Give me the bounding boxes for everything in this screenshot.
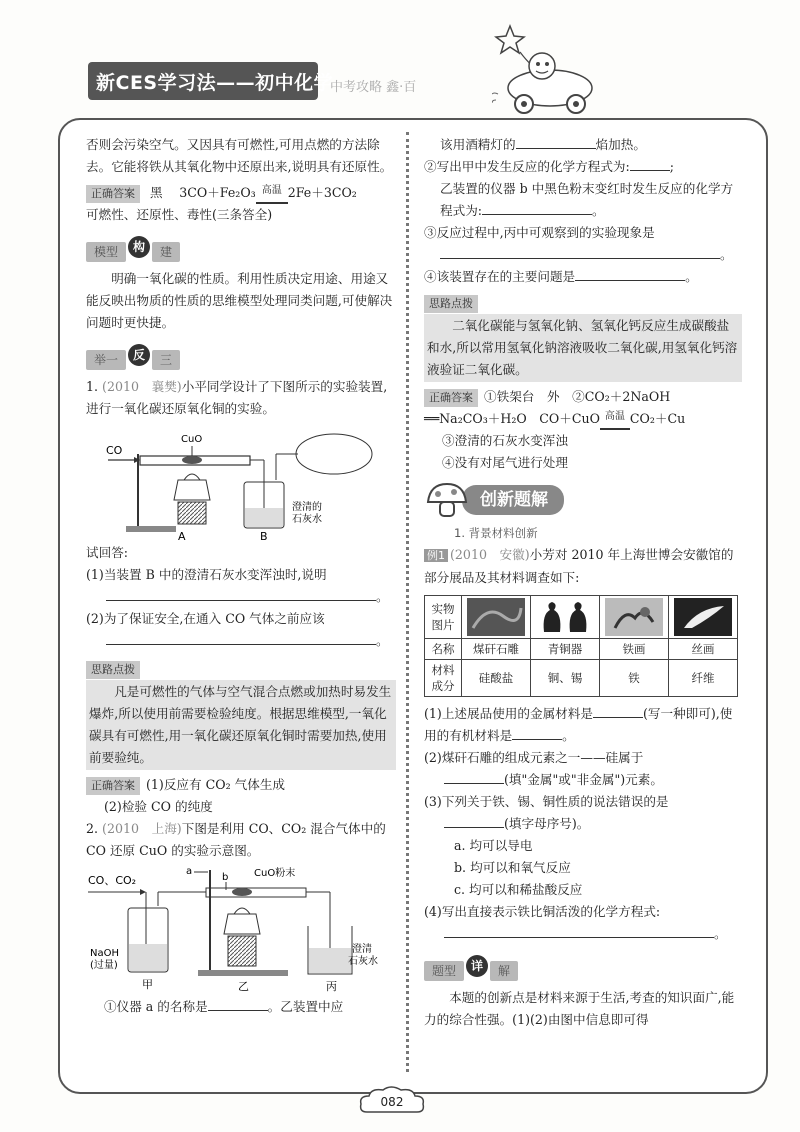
table-cell-image xyxy=(600,596,669,639)
table-row xyxy=(425,639,738,660)
table-head-cell: 实物图片 xyxy=(425,596,462,639)
answer-line-1 xyxy=(424,386,742,408)
bronze-image xyxy=(536,598,594,636)
answer-part-1: ①铁架台 外 ②CO₂＋2NaOH xyxy=(484,389,671,404)
section-label-a: 题型 xyxy=(424,961,464,981)
mushroom-icon xyxy=(424,480,470,520)
right-column xyxy=(424,134,742,1031)
think-tag-line xyxy=(86,658,396,680)
answer-2-part1: (1)反应有 CO₂ 气体生成 xyxy=(146,777,286,792)
fig-label-b: B xyxy=(260,530,268,542)
question-source: (2010 襄樊) xyxy=(102,379,182,394)
column-divider xyxy=(406,132,409,1072)
table-row xyxy=(425,596,738,639)
model-text: 明确一氧化碳的性质。利用性质决定用途、用途又能反映出物质的性质的思维模型处理同类问题,可使解决问题时更快捷。 xyxy=(86,271,393,330)
section-badge: 构 xyxy=(128,236,150,258)
fig-label-naoh-2: (过量) xyxy=(90,960,118,971)
question-1-ask: 试回答: xyxy=(86,545,129,560)
question-number: 2. xyxy=(86,821,99,836)
sub-title: 1. 背景材料创新 xyxy=(454,526,538,540)
answer-tag: 正确答案 xyxy=(86,777,140,795)
question-1 xyxy=(86,376,396,420)
e1-tail: (写一种即可),使用的有机材料是 xyxy=(424,706,733,743)
fig-label-a: A xyxy=(178,530,186,542)
question-2 xyxy=(86,818,396,862)
reaction-arrow xyxy=(256,185,288,204)
q2-sub1-text: ①仪器 a 的名称是 xyxy=(104,999,208,1014)
answer-black: 黑 xyxy=(150,185,163,200)
table-cell: 硅酸盐 xyxy=(462,660,531,697)
mascot-car-illustration xyxy=(492,18,602,118)
fig-label-bing: 丙 xyxy=(326,980,337,993)
question-2-sub-1 xyxy=(86,996,396,1018)
table-cell-image xyxy=(462,596,531,639)
fig-label-b: b xyxy=(222,872,229,883)
fig-label-lime: 澄清 xyxy=(352,944,372,955)
right-line-5: ④该装置存在的主要问题是 。 xyxy=(424,269,698,284)
section-label-b: 三 xyxy=(152,350,180,370)
fig-label-co: CO xyxy=(106,444,123,457)
paragraph-co-properties: 否则会污染空气。又因具有可燃性,可用点燃的方法除去。它能将铁从其氧化物中还原出来,说明具有还原性。 xyxy=(86,137,393,174)
option-c: c. 均可以和稀盐酸反应 xyxy=(454,882,583,897)
r3-text: 乙装置的仪器 b 中黑色粉末变红时发生反应的化学方程式为: xyxy=(440,181,734,218)
innovation-title xyxy=(424,480,742,520)
fig-label-a: a xyxy=(186,866,193,877)
reaction-condition: 高温 xyxy=(604,411,625,422)
r1-tail: 焰加热。 xyxy=(595,137,646,152)
header-title: 新CES学习法——初中化学 xyxy=(96,72,334,94)
reaction-condition: 高温 xyxy=(261,185,282,196)
option-b: b. 均可以和氧气反应 xyxy=(454,860,571,875)
iron-painting-image xyxy=(605,598,663,636)
question-text: 下图是利用 CO、CO₂ 混合气体中的 CO 还原 CuO 的实验示意图。 xyxy=(86,821,386,858)
section-label-a: 模型 xyxy=(86,242,126,262)
fig-label-cuo: CuO xyxy=(181,434,203,445)
answer-line-3: ③澄清的石灰水变浑浊 xyxy=(442,433,568,448)
e2-text: (2)煤矸石雕的组成元素之一——硅属于 xyxy=(424,750,644,765)
coal-sculpture-image xyxy=(467,598,525,636)
table-cell: 铜、锡 xyxy=(531,660,600,697)
answer-line-2 xyxy=(424,408,742,430)
table-cell-image xyxy=(669,596,738,639)
figure-co-reduction-apparatus xyxy=(86,424,386,542)
fig-label-jia: 甲 xyxy=(142,978,153,991)
answer-eq-left: ══Na₂CO₃＋H₂O CO＋CuO xyxy=(424,411,600,426)
left-column xyxy=(86,134,396,1018)
table-head-cell: 材料成分 xyxy=(425,660,462,697)
question-number: 1. xyxy=(86,379,99,394)
question-source: (2010 上海) xyxy=(102,821,182,836)
equation-left: 3CO＋Fe₂O₃ xyxy=(179,185,256,200)
answer-2-line2: (2)检验 CO 的纯度 xyxy=(104,799,213,814)
example-sub-3 xyxy=(424,791,742,835)
example-1 xyxy=(424,544,742,589)
right-line-2: ②写出甲中发生反应的化学方程式为: ; xyxy=(424,159,674,174)
table-cell: 煤矸石雕 xyxy=(462,639,531,660)
answer-eq-right: CO₂＋Cu xyxy=(629,411,686,426)
example-tag: 例1 xyxy=(424,549,448,562)
answer-1 xyxy=(86,182,396,204)
table-row xyxy=(425,660,738,697)
right-line-3: 乙装置的仪器 b 中黑色粉末变红时发生反应的化学方程式为: 。 xyxy=(440,181,734,218)
example-source: (2010 安徽) xyxy=(450,547,530,562)
example-sub-2 xyxy=(424,747,742,791)
section-inference xyxy=(86,342,180,370)
question-1-sub-1: (1)当装置 B 中的澄清石灰水变浑浊时,说明 xyxy=(86,567,327,582)
section-label-a: 举一 xyxy=(86,350,126,370)
table-cell: 纤维 xyxy=(669,660,738,697)
answer-blank: 。 xyxy=(424,244,742,266)
e1-text: (1)上述展品使用的金属材料是 xyxy=(424,706,593,721)
fig-label-lime-2: 石灰水 xyxy=(292,514,322,525)
section-badge: 反 xyxy=(128,344,150,366)
fig-label-naoh: NaOH xyxy=(90,948,119,959)
fig-label-yi: 乙 xyxy=(238,980,249,993)
table-head-cell: 名称 xyxy=(425,639,462,660)
answer-blank: 。 xyxy=(86,630,396,652)
table-cell: 铁 xyxy=(600,660,669,697)
equation-right: 2Fe＋3CO₂ xyxy=(287,185,357,200)
question-1-sub-2: (2)为了保证安全,在通入 CO 气体之前应该 xyxy=(86,611,325,626)
answer-tag: 正确答案 xyxy=(424,389,478,407)
answer-blank: 。 xyxy=(424,923,742,945)
page-number: 082 xyxy=(380,1095,404,1109)
r1-text: 该用酒精灯的 xyxy=(440,137,516,152)
table-cell: 青铜器 xyxy=(531,639,600,660)
think-tag: 思路点拨 xyxy=(86,661,140,679)
table-cell: 丝画 xyxy=(669,639,738,660)
e3-tail: (填字母序号)。 xyxy=(504,816,590,831)
answer-line-4: ④没有对尾气进行处理 xyxy=(442,455,568,470)
answer-tag: 正确答案 xyxy=(86,185,140,203)
answer-blank: 。 xyxy=(86,586,396,608)
section-badge: 详 xyxy=(466,955,488,977)
header-subtitle: 中考攻略 鑫·百 xyxy=(330,80,417,95)
answer-1-line2: 可燃性、还原性、毒性(三条答全) xyxy=(86,207,273,222)
reaction-arrow xyxy=(600,411,630,430)
e2-tail: (填"金属"或"非金属")元素。 xyxy=(504,772,663,787)
right-line-1 xyxy=(424,134,742,156)
think-tag: 思路点拨 xyxy=(424,295,478,313)
example-sub-1: (1)上述展品使用的金属材料是 (写一种即可),使用的有机材料是 。 xyxy=(424,706,733,743)
r2-text: ②写出甲中发生反应的化学方程式为: xyxy=(424,159,630,174)
fig-label-lime-2: 石灰水 xyxy=(348,956,378,967)
r5-text: ④该装置存在的主要问题是 xyxy=(424,269,576,284)
section-model-build xyxy=(86,234,180,262)
detail-text: 本题的创新点是材料来源于生活,考查的知识面广,能力的综合性强。(1)(2)由图中信息即可得 xyxy=(424,990,735,1027)
fig-label-gas: CO、CO₂ xyxy=(88,874,137,887)
e3-text: (3)下列关于铁、锡、铜性质的说法错误的是 xyxy=(424,794,669,809)
section-label-b: 建 xyxy=(152,242,180,262)
silk-painting-image xyxy=(674,598,732,636)
table-cell: 铁画 xyxy=(600,639,669,660)
option-a: a. 均可以导电 xyxy=(454,838,533,853)
example-sub-4: (4)写出直接表示铁比铜活泼的化学方程式: xyxy=(424,904,661,919)
think-tag-line xyxy=(424,292,742,314)
example-text: 小芳对 2010 年上海世博会安徽馆的部分展品及其材料调查如下: xyxy=(424,547,734,585)
innovation-title-text: 创新题解 xyxy=(462,485,564,515)
think-text: 二氧化碳能与氢氧化钠、氢氧化钙反应生成碳酸盐和水,所以常用氢氧化钠溶液吸收二氧化碳,用氢氧化钙溶液验证二氧化碳。 xyxy=(424,314,742,382)
q2-sub1-tail: 。乙装置中应 xyxy=(267,999,344,1014)
figure-co-co2-apparatus xyxy=(86,864,386,996)
materials-table xyxy=(424,595,738,697)
section-detail xyxy=(424,953,518,981)
fig-label-lime: 澄清的 xyxy=(292,502,322,513)
think-text: 凡是可燃性的气体与空气混合点燃或加热时易发生爆炸,所以使用前需要检验纯度。根据思维模型,一氧化碳具有可燃性,用一氧化碳还原氧化铜时需要加热,使用前要验纯。 xyxy=(86,680,396,770)
right-line-4: ③反应过程中,丙中可观察到的实验现象是 xyxy=(424,225,655,240)
answer-2-line1 xyxy=(86,774,396,796)
table-cell-image xyxy=(531,596,600,639)
question-text: 小平同学设计了下图所示的实验装置,进行一氧化碳还原氧化铜的实验。 xyxy=(86,379,388,416)
section-label-b: 解 xyxy=(490,961,518,981)
fig-label-cuo: CuO粉末 xyxy=(254,868,296,879)
